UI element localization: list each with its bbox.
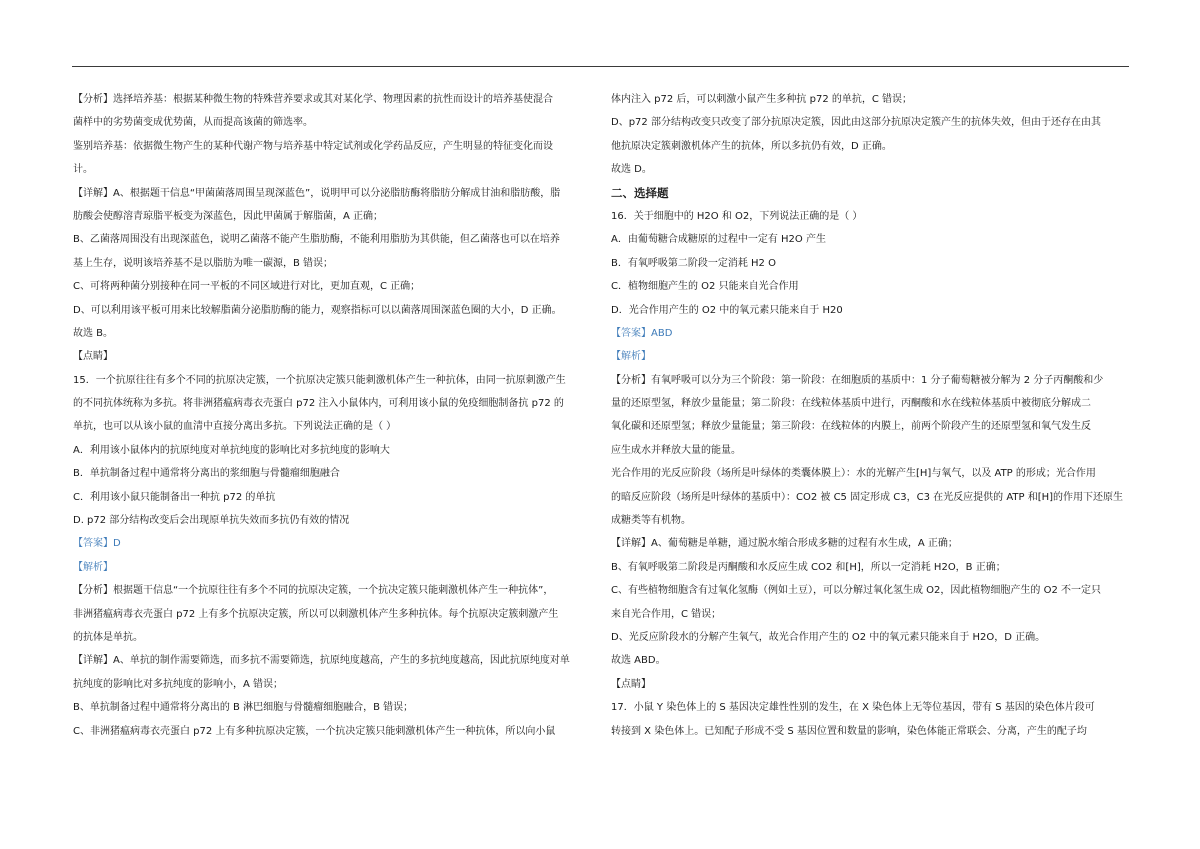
text-line: 故选 ABD。 [611, 655, 666, 667]
question-17-stem: 17．小鼠 Y 染色体上的 S 基因决定雄性性别的发生，在 X 染色体上无等位基因，带有 S 基因的染色体片段可 [611, 702, 1095, 714]
text-line: 故选 D。 [611, 164, 652, 176]
text-line: 【点睛】 [73, 351, 113, 363]
text-line: 他抗原决定簇刺激机体产生的抗体，所以多抗仍有效，D 正确。 [611, 140, 892, 152]
text-line: C、有些植物细胞含有过氧化氢酶（例如土豆），可以分解过氧化氢生成 O2，因此植物细胞产生的 O2 不一定只 [611, 585, 1101, 597]
text-line: 基上生存，说明该培养基不是以脂肪为唯一碳源，B 错误； [73, 257, 334, 269]
text-line: 【分析】有氧呼吸可以分为三个阶段：第一阶段：在细胞质的基质中：1 分子葡萄糖被分解为 2 分子丙酮酸和少 [611, 374, 1104, 386]
text-line: 非洲猪瘟病毒衣壳蛋白 p72 上有多个抗原决定簇，所以可以刺激机体产生多种抗体。每个抗原决定簇刺激产生 [73, 608, 559, 620]
text-line: B、乙菌落周围没有出现深蓝色，说明乙菌落不能产生脂肪酶，不能利用脂肪为其供能，但乙菌落也可以在培养 [73, 234, 560, 246]
text-line: B、有氧呼吸第二阶段是丙酮酸和水反应生成 CO2 和[H]，所以一定消耗 H2O，B 正确； [611, 561, 1006, 573]
option-b: B．单抗制备过程中通常将分离出的浆细胞与骨髓瘤细胞融合 [73, 468, 340, 480]
option-c: C．利用该小鼠只能制备出一种抗 p72 的单抗 [73, 491, 276, 503]
text-line: 【详解】A、单抗的制作需要筛选，而多抗不需要筛选，抗原纯度越高，产生的多抗纯度越高，因此抗原纯度对单 [73, 655, 570, 667]
section-heading: 二、选择题 [611, 185, 669, 200]
text-line: 光合作用的光反应阶段（场所是叶绿体的类囊体膜上）：水的光解产生[H]与氧气，以及 ATP 的形成；光合作用 [611, 468, 1096, 480]
text-line: C、可将两种菌分别接种在同一平板的不同区域进行对比，更加直观，C 正确； [73, 281, 421, 293]
answer-label: 【答案】ABD [611, 327, 673, 339]
answer-label: 【答案】D [73, 538, 121, 550]
left-column [73, 88, 585, 743]
analysis-label: 【解析】 [73, 561, 113, 573]
option-a: A．由葡萄糖合成糖原的过程中一定有 H2O 产生 [611, 234, 826, 246]
text-line: 【详解】A、根据题干信息“甲菌菌落周围呈现深蓝色”，说明甲可以分泌脂肪酶将脂肪分解成甘油和脂肪酸，脂 [73, 187, 561, 199]
text-line: 【点睛】 [611, 678, 651, 690]
text-line: 抗纯度的影响比对多抗纯度的影响小，A 错误； [73, 678, 284, 690]
text-line: 来自光合作用，C 错误； [611, 608, 722, 620]
option-b: B．有氧呼吸第二阶段一定消耗 H2 O [611, 257, 776, 269]
option-c: C．植物细胞产生的 O2 只能来自光合作用 [611, 281, 799, 293]
text-line: 肪酸会使醇溶青琼脂平板变为深蓝色，因此甲菌属于解脂菌，A 正确； [73, 210, 384, 222]
text-line: 【分析】根据题干信息“一个抗原往往有多个不同的抗原决定簇，一个抗决定簇只能刺激机体产生一种抗体”， [73, 585, 554, 597]
option-d: D．光合作用产生的 O2 中的氧元素只能来自于 H20 [611, 304, 843, 316]
text-line: 成糖类等有机物。 [611, 515, 691, 527]
text-line: 鉴别培养基：依据微生物产生的某种代谢产物与培养基中特定试剂或化学药品反应，产生明显的特征变化而设 [73, 140, 553, 152]
question-15-stem: 15．一个抗原往往有多个不同的抗原决定簇，一个抗原决定簇只能刺激机体产生一种抗体，由同一抗原刺激产生 [73, 374, 566, 386]
text-line: 的暗反应阶段（场所是叶绿体的基质中）：CO2 被 C5 固定形成 C3，C3 在光反应提供的 ATP 和[H]的作用下还原生 [611, 491, 1123, 503]
text-line: 体内注入 p72 后，可以刺激小鼠产生多种抗 p72 的单抗，C 错误； [611, 94, 913, 105]
text-line: 【详解】A、葡萄糖是单糖，通过脱水缩合形成多糖的过程有水生成，A 正确； [611, 538, 958, 550]
text-line: 【分析】选择培养基：根据某种微生物的特殊营养要求或其对某化学、物理因素的抗性而设计的培养基使混合 [73, 94, 553, 105]
text-line: C、非洲猪瘟病毒衣壳蛋白 p72 上有多种抗原决定簇，一个抗决定簇只能刺激机体产生一种抗体，所以向小鼠 [73, 725, 556, 737]
text-line: 量的还原型氢，释放少量能量；第二阶段：在线粒体基质中进行，丙酮酸和水在线粒体基质中被彻底分解成二 [611, 398, 1091, 410]
right-column [611, 88, 1123, 743]
text-line: 氧化碳和还原型氢；释放少量能量；第三阶段：在线粒体的内膜上，前两个阶段产生的还原型氢和氧气发生反 [611, 421, 1091, 433]
question-16-stem: 16．关于细胞中的 H2O 和 O2，下列说法正确的是（ ） [611, 210, 863, 222]
text-line: 故选 B。 [73, 327, 114, 339]
question-15-stem: 单抗，也可以从该小鼠的血清中直接分离出多抗。下列说法正确的是（ ） [73, 421, 397, 433]
option-a: A．利用该小鼠体内的抗原纯度对单抗纯度的影响比对多抗纯度的影响大 [73, 444, 390, 456]
analysis-label: 【解析】 [611, 351, 651, 363]
text-line: D、可以利用该平板可用来比较解脂菌分泌脂肪酶的能力，观察指标可以以菌落周围深蓝色圈的大小，D 正确。 [73, 304, 562, 316]
text-line: 菌样中的劣势菌变成优势菌，从而提高该菌的筛选率。 [73, 117, 313, 129]
header-rule [72, 66, 1129, 67]
text-line: D、光反应阶段水的分解产生氧气，故光合作用产生的 O2 中的氧元素只能来自于 H2O，D 正确。 [611, 631, 1046, 643]
text-line: D、p72 部分结构改变只改变了部分抗原决定簇，因此由这部分抗原决定簇产生的抗体失效，但由于还存在由其 [611, 117, 1101, 129]
text-line: 计。 [73, 164, 93, 176]
text-line: 应生成水并释放大量的能量。 [611, 444, 741, 456]
question-15-stem: 的不同抗体统称为多抗。将非洲猪瘟病毒衣壳蛋白 p72 注入小鼠体内，可利用该小鼠的免疫细胞制备抗 p72 的 [73, 398, 564, 410]
text-line: B、单抗制备过程中通常将分离出的 B 淋巴细胞与骨髓瘤细胞融合，B 错误； [73, 702, 414, 714]
text-line: 的抗体是单抗。 [73, 631, 143, 643]
question-17-stem: 转接到 X 染色体上。已知配子形成不受 S 基因位置和数量的影响，染色体能正常联会、分离，产生的配子均 [611, 725, 1087, 737]
option-d: D. p72 部分结构改变后会出现原单抗失效而多抗仍有效的情况 [73, 515, 350, 527]
